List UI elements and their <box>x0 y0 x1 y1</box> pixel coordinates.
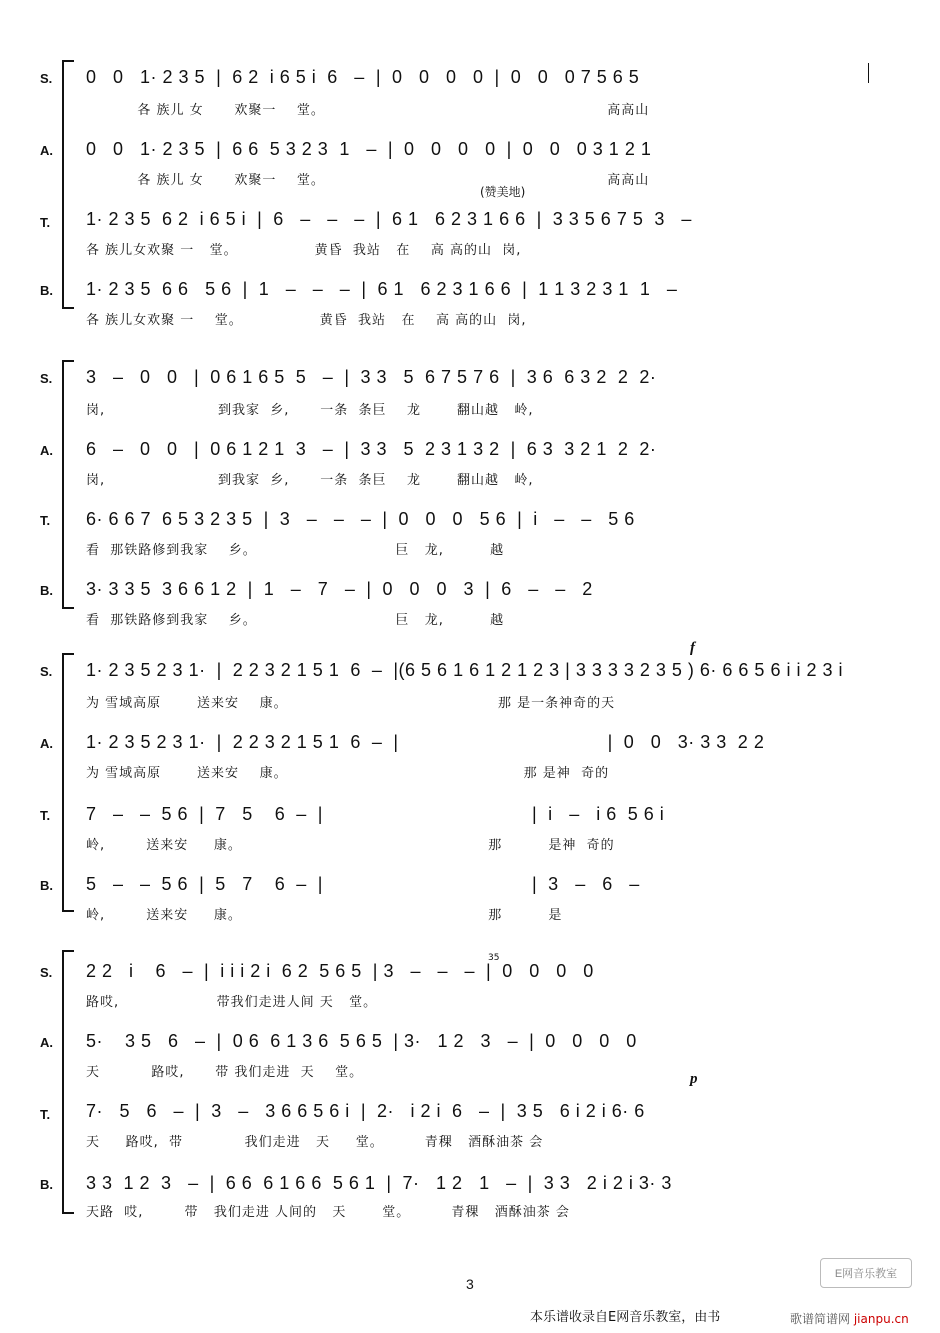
part-label-t: T. <box>40 215 51 230</box>
staff-lyrics-s: 为 雪域高原 送来安 康。 那 是一条神奇的天 <box>86 696 616 711</box>
part-label-b: B. <box>40 283 53 298</box>
staff-notes-t: 7 – – 5 6 | 7 5 6 – | | i – i 6 5 6 i <box>86 804 665 824</box>
grace-note-marking: 35 <box>488 953 500 963</box>
staff-lyrics-b: 看 那铁路修到我家 乡。 巨 龙, 越 <box>86 613 505 628</box>
part-label-b: B. <box>40 878 53 893</box>
part-label-s: S. <box>40 371 53 386</box>
staff-lyrics-t: 看 那铁路修到我家 乡。 巨 龙, 越 <box>86 543 505 558</box>
staff-lyrics-s: 路哎, 带我们走进人间 天 堂。 <box>86 995 378 1010</box>
staff-notes-s: 0 0 1· 2 3 5 | 6 2 i 6 5 i 6 – | 0 0 0 0 | 0 0 0 7 5 6 5 <box>86 67 640 87</box>
part-label-t: T. <box>40 1107 51 1122</box>
dynamic-piano: p <box>690 1071 698 1087</box>
staff-notes-a: 5· 3 5 6 – | 0 6 6 1 3 6 5 6 5 | 3· 1 2 3 – | 0 0 0 0 <box>86 1031 637 1051</box>
staff-lyrics-t: 天 路哎, 带 我们走进 天 堂。 青稞 酒酥油茶 会 <box>86 1135 544 1150</box>
staff-notes-s: 2 2 i 6 – | i i i 2 i 6 2 5 6 5 | 3 – – – | 0 0 0 0 <box>86 961 594 981</box>
staff-notes-a: 1· 2 3 5 2 3 1· | 2 2 3 2 1 5 1 6 – | | 0 0 3· 3 3 2 2 <box>86 732 765 752</box>
part-label-a: A. <box>40 1035 53 1050</box>
staff-notes-s: 1· 2 3 5 2 3 1· | 2 2 3 2 1 5 1 6 – |(6 5 6 1 6 1 2 1 2 3 | 3 3 3 3 2 3 5 ) 6· 6 6 5 6 i i 2 3 i <box>86 660 843 680</box>
staff-lyrics-s: 岗, 到我家 乡, 一条 条巨 龙 翻山越 岭, <box>86 403 534 418</box>
barline <box>868 63 869 83</box>
staff-notes-t: 1· 2 3 5 6 2 i 6 5 i | 6 – – – | 6 1 6 2 3 1 6 6 | 3 3 5 6 7 5 3 – <box>86 209 692 229</box>
system-brace <box>62 360 74 609</box>
part-label-b: B. <box>40 1177 53 1192</box>
dynamic-forte: f <box>690 640 695 656</box>
staff-lyrics-a: 天 路哎, 带 我们走进 天 堂。 <box>86 1065 364 1080</box>
part-label-t: T. <box>40 513 51 528</box>
site-url: jianpu.cn <box>853 1312 909 1326</box>
system-brace <box>62 653 74 912</box>
system-3 <box>0 640 940 923</box>
system-brace <box>62 950 74 1214</box>
system-brace <box>62 60 74 309</box>
staff-notes-b: 3 3 1 2 3 – | 6 6 6 1 6 6 5 6 1 | 7· 1 2 1 – | 3 3 2 i 2 i 3· 3 <box>86 1173 672 1193</box>
part-label-s: S. <box>40 664 53 679</box>
staff-lyrics-t: 岭, 送来安 康。 那 是神 奇的 <box>86 838 615 853</box>
expression-annotation: (赞美地) <box>480 185 526 199</box>
staff-notes-b: 1· 2 3 5 6 6 5 6 | 1 – – – | 6 1 6 2 3 1 6 6 | 1 1 3 2 3 1 1 – <box>86 279 678 299</box>
staff-lyrics-a: 为 雪域高原 送来安 康。 那 是神 奇的 <box>86 766 610 781</box>
site-watermark <box>790 1310 909 1327</box>
logo-text: E网音乐教室 <box>834 1268 898 1280</box>
staff-lyrics-b: 天路 哎, 带 我们走进 人间的 天 堂。 青稞 酒酥油茶 会 <box>86 1205 570 1220</box>
page-number: 3 <box>466 1276 474 1292</box>
staff-notes-a: 0 0 1· 2 3 5 | 6 6 5 3 2 3 1 – | 0 0 0 0 | 0 0 0 3 1 2 1 <box>86 139 652 159</box>
staff-lyrics-a: 各 族儿 女 欢聚一 堂。 高高山 <box>86 173 650 188</box>
staff-lyrics-b: 各 族儿女欢聚 一 堂。 黄昏 我站 在 高 高的山 岗, <box>86 313 527 328</box>
staff-notes-b: 3· 3 3 5 3 6 6 1 2 | 1 – 7 – | 0 0 0 3 | 6 – – 2 <box>86 579 593 599</box>
staff-notes-t: 6· 6 6 7 6 5 3 2 3 5 | 3 – – – | 0 0 0 5 6 | i – – 5 6 <box>86 509 635 529</box>
part-label-a: A. <box>40 736 53 751</box>
staff-lyrics-a: 岗, 到我家 乡, 一条 条巨 龙 翻山越 岭, <box>86 473 534 488</box>
staff-lyrics-s: 各 族儿 女 欢聚一 堂。 高高山 <box>86 103 650 118</box>
site-name: 歌谱简谱网 <box>790 1312 851 1326</box>
staff-notes-a: 6 – 0 0 | 0 6 1 2 1 3 – | 3 3 5 2 3 1 3 2 | 6 3 3 2 1 2 2· <box>86 439 657 459</box>
watermark-logo <box>820 1258 912 1288</box>
part-label-s: S. <box>40 71 53 86</box>
system-4 <box>0 945 940 1225</box>
staff-lyrics-t: 各 族儿女欢聚 一 堂。 黄昏 我站 在 高 高的山 岗, <box>86 243 522 258</box>
system-2 <box>0 355 940 628</box>
part-label-b: B. <box>40 583 53 598</box>
part-label-a: A. <box>40 443 53 458</box>
staff-notes-t: 7· 5 6 – | 3 – 3 6 6 5 6 i | 2· i 2 i 6 – | 3 5 6 i 2 i 6· 6 <box>86 1101 645 1121</box>
system-1 <box>0 55 940 328</box>
staff-notes-b: 5 – – 5 6 | 5 7 6 – | | 3 – 6 – <box>86 874 640 894</box>
part-label-s: S. <box>40 965 53 980</box>
part-label-t: T. <box>40 808 51 823</box>
staff-lyrics-b: 岭, 送来安 康。 那 是 <box>86 908 563 923</box>
staff-notes-s: 3 – 0 0 | 0 6 1 6 5 5 – | 3 3 5 6 7 5 7 6 | 3 6 6 3 2 2 2· <box>86 367 657 387</box>
part-label-a: A. <box>40 143 53 158</box>
footer-credit: 本乐谱收录自E网音乐教室，由书 <box>530 1310 721 1325</box>
